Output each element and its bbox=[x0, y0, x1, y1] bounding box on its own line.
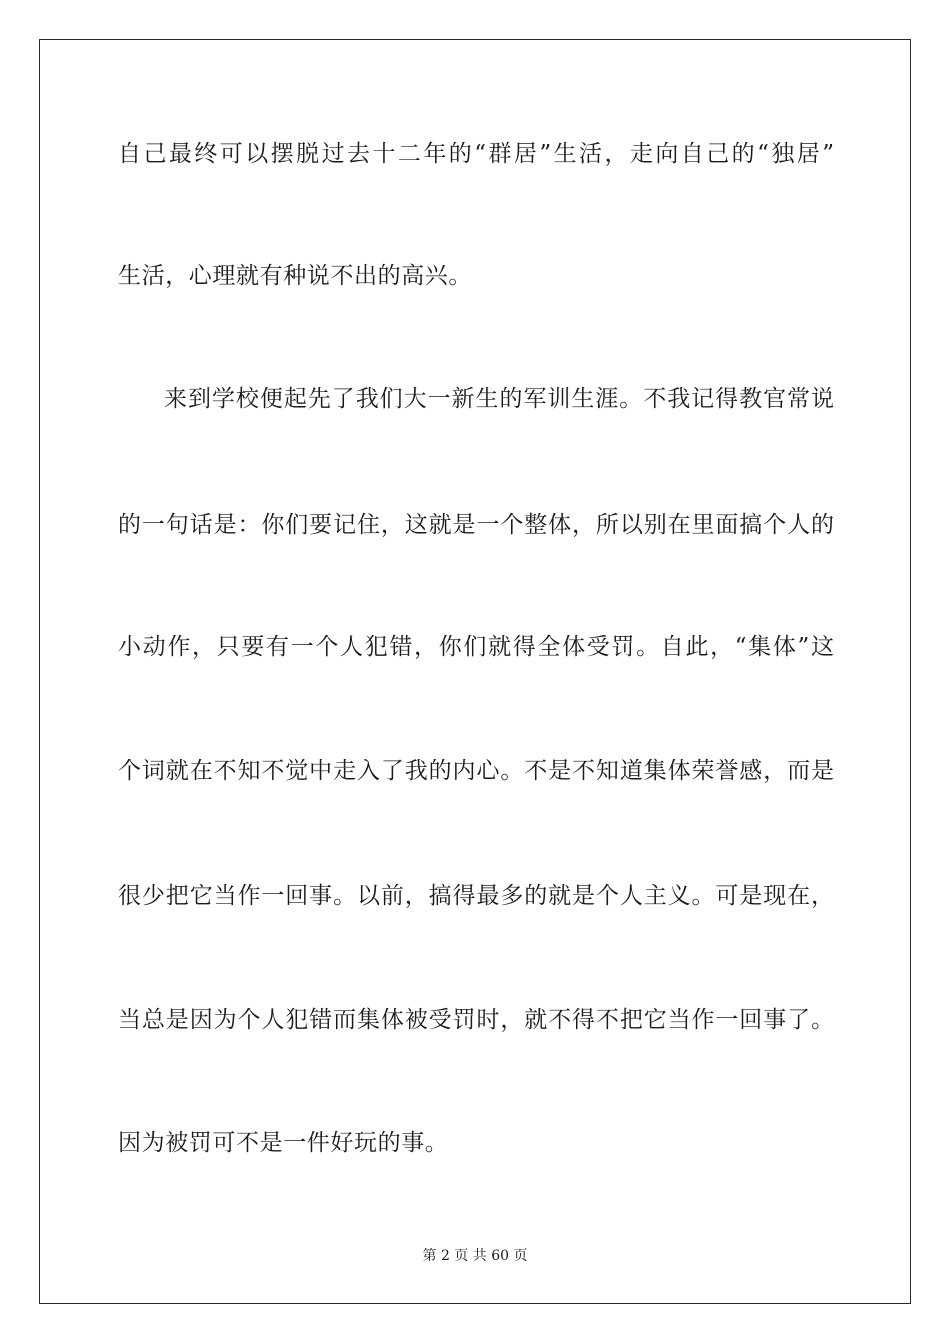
paragraph-line-5: 小动作，只要有一个人犯错，你们就得全体受罚。自此，“集体”这 bbox=[118, 634, 834, 660]
paragraph-line-3: 来到学校便起先了我们大一新生的军训生涯。不我记得教官常说 bbox=[164, 386, 834, 412]
paragraph-line-9: 因为被罚可不是一件好玩的事。 bbox=[118, 1130, 449, 1156]
paragraph-line-8: 当总是因为个人犯错而集体被受罚时，就不得不把它当作一回事了。 bbox=[118, 1007, 834, 1033]
paragraph-line-2: 生活，心理就有种说不出的高兴。 bbox=[118, 263, 472, 289]
paragraph-line-7: 很少把它当作一回事。以前，搞得最多的就是个人主义。可是现在， bbox=[118, 883, 834, 909]
paragraph-line-1: 自己最终可以摆脱过去十二年的“群居”生活，走向自己的“独居” bbox=[118, 141, 834, 167]
page-border bbox=[39, 39, 911, 1304]
page-number-footer: 第 2 页 共 60 页 bbox=[422, 1248, 528, 1264]
paragraph-line-6: 个词就在不知不觉中走入了我的内心。不是不知道集体荣誉感，而是 bbox=[118, 758, 834, 784]
paragraph-line-4: 的一句话是：你们要记住，这就是一个整体，所以别在里面搞个人的 bbox=[118, 512, 834, 538]
